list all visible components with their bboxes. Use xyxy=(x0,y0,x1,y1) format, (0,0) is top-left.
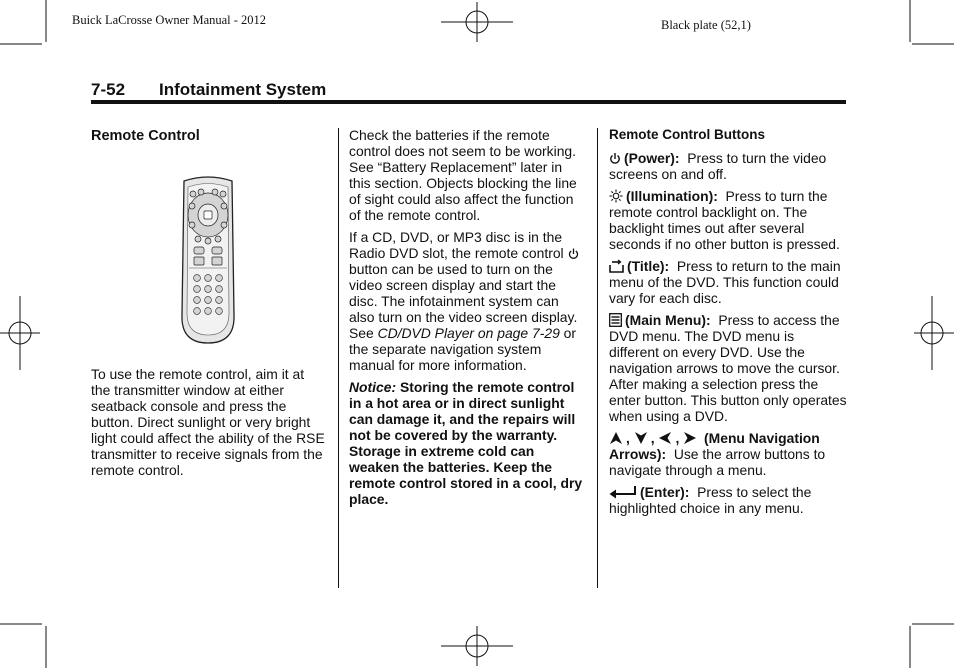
title-text: Press to return to the main menu of the DVD. This function could vary for each disc. xyxy=(609,258,841,306)
column-2 xyxy=(349,127,585,513)
main-menu-label: (Main Menu): xyxy=(625,312,711,328)
button-description-main-menu xyxy=(609,312,847,424)
section-heading xyxy=(91,80,846,102)
column-1 xyxy=(91,127,325,484)
button-description-navigation-arrows: , , , (Menu Navigation Arrows): Use the arrow buttons to navigate through a menu. xyxy=(609,430,826,478)
enter-text: Press to select the highlighted choice in any menu. xyxy=(609,484,812,516)
navigation-arrows-text: Use the arrow buttons to navigate through a menu. xyxy=(609,446,826,478)
remote-control-illustration xyxy=(178,175,238,345)
left-arrow-icon xyxy=(658,431,672,445)
enter-label: (Enter): xyxy=(640,484,690,500)
main-menu-text: Press to access the DVD menu. The DVD menu is different on every DVD. Use the navigation arrows to move the cursor. After making a selection press the enter button. This button only operates when using a DVD. xyxy=(609,312,847,424)
main-menu-icon xyxy=(609,313,622,327)
page-number: 7-52 xyxy=(91,80,126,99)
right-arrow-icon xyxy=(683,431,697,445)
illumination-icon xyxy=(609,189,623,203)
manual-title: Buick LaCrosse Owner Manual - 2012 xyxy=(72,13,267,27)
button-description-power xyxy=(609,150,847,182)
column-3 xyxy=(609,127,847,522)
down-arrow-icon xyxy=(634,431,648,445)
disc-paragraph xyxy=(349,229,585,373)
navigation-arrows-label: (Menu Navigation Arrows): xyxy=(609,430,820,462)
button-description-illumination xyxy=(609,188,847,252)
remote-intro-text: To use the remote control, aim it at the transmitter window at either seatback console and press the button. Direct sunlight or very bright light could affect the ability of the RSE transmitter to receive signals from the remote control. xyxy=(91,366,325,478)
power-text: Press to turn the video screens on and off. xyxy=(609,150,827,182)
notice-paragraph xyxy=(349,379,585,507)
title-icon xyxy=(609,259,624,273)
heading-rule xyxy=(91,100,846,104)
enter-icon xyxy=(609,485,637,499)
button-description-title xyxy=(609,258,847,306)
column-divider-1 xyxy=(338,128,339,588)
disc-text-after: or the separate navigation system manual for more information. xyxy=(349,325,577,373)
title-label: (Title): xyxy=(627,258,670,274)
plate-label: Black plate (52,1) xyxy=(661,18,751,32)
section-title: Infotainment System xyxy=(159,80,327,99)
illumination-label: (Illumination): xyxy=(626,188,718,204)
power-icon xyxy=(568,248,579,260)
notice-label: Notice: xyxy=(349,379,397,395)
disc-text-before: If a CD, DVD, or MP3 disc is in the Radio DVD slot, the remote control xyxy=(349,229,564,261)
column-divider-2 xyxy=(597,128,598,588)
cd-dvd-player-link[interactable]: CD/DVD Player on page 7-29 xyxy=(377,325,560,341)
remote-buttons-heading: Remote Control Buttons xyxy=(609,127,765,142)
disc-text-mid: button can be used to turn on the video screen display and start the disc. The infotainment system can also turn on the video screen display. See xyxy=(349,261,578,341)
button-description-enter xyxy=(609,484,847,516)
power-icon xyxy=(609,152,621,165)
illumination-text: Press to turn the remote control backlight on. The backlight times out after several seconds if no other button is pressed. xyxy=(609,188,840,252)
remote-control-heading: Remote Control xyxy=(91,128,200,144)
up-arrow-icon xyxy=(609,431,623,445)
notice-text: Storing the remote control in a hot area or in direct sunlight can damage it, and the repairs will not be covered by the warranty. Storage in extreme cold can weaken the batteries. Keep the remote control stored in a cool, dry place. xyxy=(349,379,583,507)
battery-check-text: Check the batteries if the remote control does not seem to be working. See “Battery Replacement” later in this section. Objects blocking the line of sight could also affect the function of the remote control. xyxy=(349,127,577,223)
power-label: (Power): xyxy=(624,150,680,166)
